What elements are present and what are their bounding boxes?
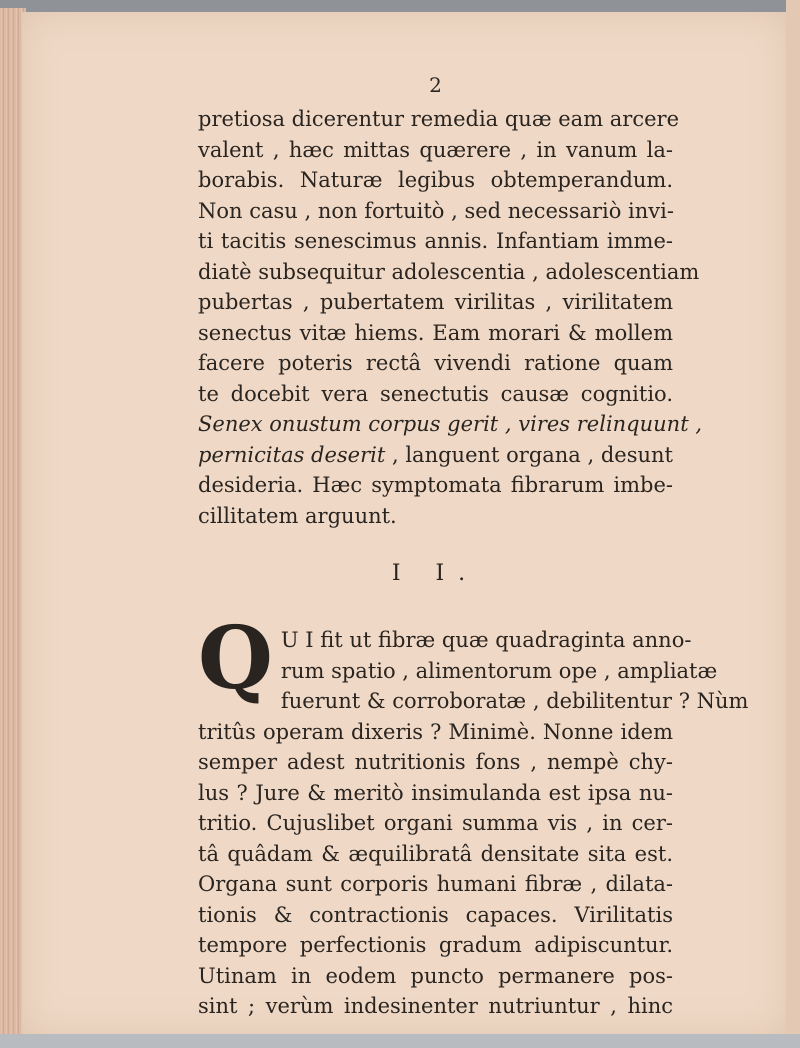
- mixed-text-line: [198, 440, 673, 471]
- page-number: 2: [429, 73, 442, 97]
- text-line: tâ quâdam & æquilibratâ densitate sita est.: [198, 841, 673, 866]
- text-line: borabis. Naturæ legibus obtemperandum.: [198, 168, 673, 192]
- text-line: lus ? Jure & meritò insimulanda est ipsa nu-: [198, 780, 673, 805]
- paragraph-2: [198, 608, 749, 1022]
- paragraph-1: [198, 104, 702, 531]
- page-bottom-edge: [0, 1034, 800, 1048]
- text-block: [198, 70, 749, 1022]
- text-line: cillitatem arguunt.: [198, 503, 397, 528]
- italic-text-line: Senex onustum corpus gerit , vires relinquunt ,: [198, 412, 702, 436]
- section-heading: I I.: [391, 561, 480, 586]
- text-line: pretiosa dicerentur remedia quæ eam arcere: [198, 107, 679, 131]
- text-line: tempore perfectionis gradum adipiscuntur.: [198, 933, 673, 957]
- text-fragment: , languent organa , desunt: [385, 442, 673, 467]
- text-line: tritio. Cujuslibet organi summa vis , in cer-: [198, 811, 673, 835]
- text-line: diatè subsequitur adolescentia , adolescentiam: [198, 259, 700, 284]
- text-line: tritûs operam dixeris ? Minimè. Nonne idem: [198, 719, 673, 744]
- text-line: U I fit ut fibræ quæ quadraginta anno-: [280, 628, 692, 652]
- text-line: valent , hæc mittas quærere , in vanum la-: [198, 137, 673, 162]
- text-line: fuerunt & corroboratæ , debilitentur ? Nùm: [280, 689, 749, 713]
- text-line: pubertas , pubertatem virilitas , virilitatem: [198, 290, 673, 314]
- text-line: semper adest nutritionis fons , nempè chy-: [198, 750, 673, 774]
- text-line: senectus vitæ hiems. Eam morari & mollem: [198, 320, 673, 345]
- page-right-edge: [786, 0, 800, 1048]
- drop-cap: Q: [198, 608, 273, 709]
- text-line: Organa sunt corporis humani fibræ , dilata-: [198, 872, 673, 896]
- text-line: Utinam in eodem puncto permanere pos-: [198, 963, 673, 988]
- text-line: rum spatio , alimentorum ope , ampliatæ: [280, 658, 718, 683]
- text-line: tionis & contractionis capaces. Virilitatis: [198, 902, 673, 927]
- text-line: Non casu , non fortuitò , sed necessariò invi-: [198, 198, 674, 223]
- text-line: desideria. Hæc symptomata fibrarum imbe-: [198, 473, 673, 497]
- text-line: te docebit vera senectutis causæ cognitio.: [198, 381, 673, 406]
- text-line: sint ; verùm indesinenter nutriuntur , hinc: [198, 994, 673, 1018]
- text-line: facere poteris rectâ vivendi ratione quam: [198, 351, 673, 375]
- italic-phrase: pernicitas deserit: [198, 442, 386, 467]
- text-line: ti tacitis senescimus annis. Infantiam imme-: [198, 229, 673, 253]
